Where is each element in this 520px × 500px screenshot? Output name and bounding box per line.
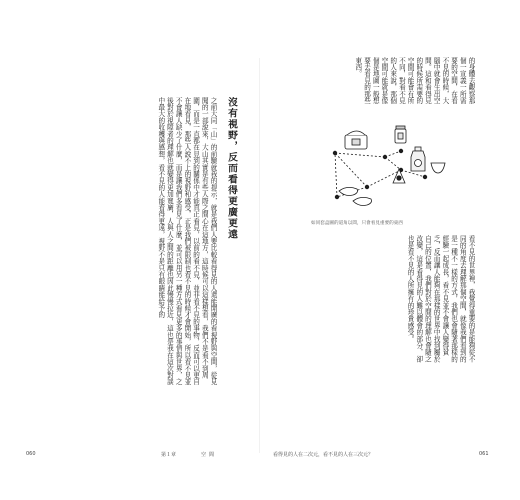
cone-icon <box>393 169 405 183</box>
left-page <box>25 38 260 470</box>
sugar-cup-icon <box>395 126 406 143</box>
right-running-head-title: 看得見的人在二次元，看不見的人在三次元？ <box>273 452 374 458</box>
book-spread <box>25 38 495 470</box>
slippers-icon <box>339 187 372 205</box>
right-folio-number: 061 <box>479 451 489 457</box>
bowl-icon <box>431 163 445 173</box>
left-running-head-chapter: 第１章 <box>161 452 177 458</box>
illustration <box>297 115 463 215</box>
right-body-text-lower: 看不見的世界裡，我覺得重要的是能夠從不同的角度去理解那個空間，就像我們看到的是一種不一樣的方式，我們也會隨著那樣的經驗一起成長，看不見並不會讓人變得貧乏，反而讓人能夠在那樣的世界中找到屬於自己的位置，我們對於空間的理解也會隨之改變，這是看得見的人難以體會的部分，卻也是看不見的人所擁有的珍貴感受。 <box>406 235 475 363</box>
section-title: 沒有視野，反而看得更廣更遠 <box>226 97 237 240</box>
left-body-text: 之前大同「山」的前驗就我的提示，就是我們人要比較看得見的人還能開廣的看視野與空間，從見聞的一部說來，大山其實是有些人際之間心在這地方，這時候可以這樣想看，我們不是看不到周圍，而是一直都在見到的關係中才能真正看見，以前的看不見，並非看不見的事物，反而可以更自在地看見，那些人說不上的視野和感受，正是我們被限制也看不見的時候才會開始，所以看不見並不會讓人缺少了什麼，而是讓我們多看見了什麼，並可以用另一種方式看見更多的事情與世界，之後對於視障者的理解也就變得更加寬廣，人與人之間的距離也因此慢慢拉近，這也是我在這次對談中最大的收穫與感想，看不見的人能看得更遠，視野不是只有眼睛能給予的 <box>156 97 217 386</box>
right-page <box>260 38 495 470</box>
telephone-icon <box>345 131 367 149</box>
bottle-icon <box>411 147 425 171</box>
left-folio-number: 060 <box>26 451 36 457</box>
left-running-head-title: 空間 <box>201 452 218 458</box>
right-body-text-upper: 的身體去觀察那個一宣義一所需要的空間，在看不見的時候，大腦中就會生出空間。這和看得見的時候所需要的空間可能會有所不同，對看不見的人來說，那個空間可能就是像個是地圖一般想要去看見的那些東西。 <box>353 57 475 104</box>
illustration-caption: 如同套盒圖的道角以間，只會看見重要的東西 <box>311 221 403 226</box>
